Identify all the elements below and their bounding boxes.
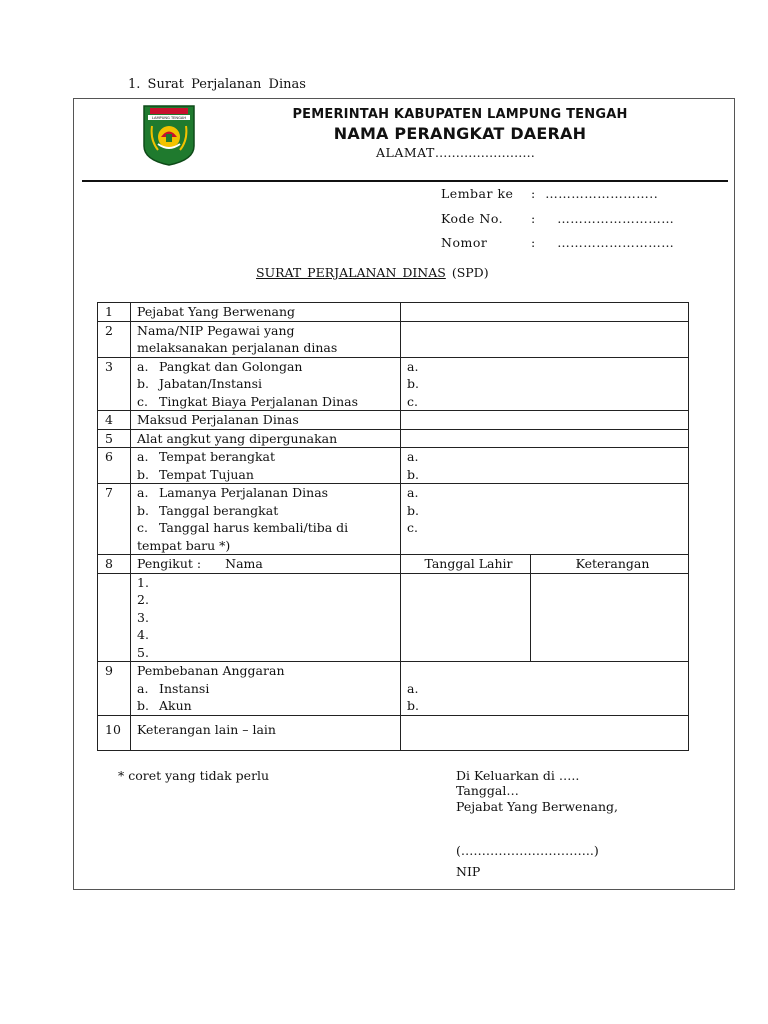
form-title-main: SURAT PERJALANAN DINAS: [256, 265, 446, 280]
item-text: Tempat Tujuan: [159, 466, 254, 482]
row-value-cell: [401, 357, 689, 411]
row-label-line: Pembebanan Anggaran: [137, 663, 285, 678]
regency-emblem-icon: [142, 104, 196, 166]
item-letter: a.: [137, 680, 149, 696]
companion-label: Pengikut :: [137, 556, 202, 571]
meta-row-number: [441, 235, 674, 250]
row-number: 10: [98, 716, 131, 751]
list-item: 4.: [137, 627, 149, 642]
list-item: 2.: [137, 592, 149, 607]
list-item: 5.: [137, 644, 149, 660]
row-label: [131, 357, 401, 411]
row-label: Maksud Perjalanan Dinas: [131, 411, 401, 430]
value-letter: c.: [407, 393, 418, 409]
companion-list: [131, 573, 401, 662]
row-label: [131, 555, 401, 574]
row-label: Keterangan lain – lain: [131, 716, 401, 751]
item-letter: b.: [137, 376, 149, 391]
row-number: 2: [98, 321, 131, 357]
row-value-cell: [401, 662, 689, 716]
letterhead-address: [376, 145, 535, 160]
item-text: Instansi: [159, 680, 210, 696]
list-item: [137, 375, 400, 393]
value-letter: a.: [407, 449, 419, 464]
table-row: [98, 411, 689, 430]
row-number: 7: [98, 484, 131, 555]
item-text: Tanggal harus kembali/tiba di: [159, 520, 349, 535]
row-label-line: Nama/NIP Pegawai yang: [137, 322, 295, 338]
row-value-cell: [401, 411, 689, 430]
table-row: [98, 303, 689, 322]
row-number: 1: [98, 303, 131, 322]
form-title: [256, 265, 489, 280]
signature-nip: NIP: [456, 864, 481, 879]
item-letter: b.: [137, 466, 149, 482]
companion-name-header: Nama: [225, 556, 263, 571]
list-item: [137, 680, 400, 698]
item-text: Jabatan/Instansi: [159, 376, 262, 391]
row-number: 8: [98, 555, 131, 574]
item-letter: a.: [137, 485, 149, 500]
meta-label: Lembar ke: [441, 186, 514, 201]
table-row: [98, 321, 689, 357]
row-number: 4: [98, 411, 131, 430]
dob-cell: [401, 573, 531, 662]
item-text: Tempat berangkat: [159, 449, 275, 464]
item-letter: a.: [137, 358, 149, 374]
item-letter: c.: [137, 393, 148, 409]
meta-value: ………………………: [557, 235, 675, 250]
row-label: [131, 321, 401, 357]
list-item: 1.: [137, 574, 149, 590]
letterhead-divider: [82, 180, 728, 182]
row-label: [131, 484, 401, 555]
meta-value: ……………………..: [545, 186, 659, 201]
dob-header: Tanggal Lahir: [401, 555, 531, 574]
item-text: Akun: [159, 698, 192, 713]
value-letter: a.: [407, 358, 419, 374]
table-row: [98, 357, 689, 411]
row-value-cell: [401, 448, 689, 484]
item-letter: c.: [137, 520, 148, 535]
row-label-line: melaksanakan perjalanan dinas: [137, 340, 338, 355]
letterhead-agency: NAMA PERANGKAT DAERAH: [333, 124, 587, 143]
list-item: [137, 502, 400, 520]
list-item-continuation: tempat baru *): [137, 537, 231, 553]
value-letter: b.: [407, 502, 419, 518]
value-letter: b.: [407, 698, 419, 713]
meta-separator: :: [531, 211, 536, 226]
row-value-cell: [401, 321, 689, 357]
row-label: Pejabat Yang Berwenang: [131, 303, 401, 322]
row-number-empty: [98, 573, 131, 662]
item-letter: a.: [137, 449, 149, 464]
meta-row-code: [441, 211, 674, 226]
notes-cell: [531, 573, 689, 662]
row-number: 6: [98, 448, 131, 484]
row-label: [131, 662, 401, 716]
value-letter: a.: [407, 680, 419, 696]
table-row: [98, 662, 689, 716]
item-text: Lamanya Perjalanan Dinas: [159, 485, 329, 500]
value-letter: b.: [407, 376, 419, 391]
meta-label: Kode No.: [441, 211, 504, 226]
list-item: 3.: [137, 609, 149, 625]
item-text: Tingkat Biaya Perjalanan Dinas: [159, 393, 358, 409]
row-value-cell: [401, 716, 689, 751]
meta-row-sheet: [441, 186, 658, 201]
page-heading: 1. Surat Perjalanan Dinas: [128, 77, 306, 92]
item-letter: b.: [137, 502, 149, 518]
item-text: Pangkat dan Golongan: [159, 358, 303, 374]
list-item: [137, 466, 400, 484]
list-item: [137, 358, 400, 376]
list-item: [137, 393, 400, 411]
table-row: [98, 448, 689, 484]
address-dots: ……………………: [434, 145, 535, 160]
row-value-cell: [401, 303, 689, 322]
row-value-cell: [401, 429, 689, 448]
table-row: [98, 484, 689, 555]
table-row: [98, 716, 689, 751]
meta-separator: :: [531, 235, 536, 250]
item-letter: b.: [137, 698, 149, 713]
issued-at: Di Keluarkan di …..: [456, 768, 580, 783]
meta-value: ………………………: [557, 211, 675, 226]
signing-official: Pejabat Yang Berwenang,: [456, 799, 618, 814]
value-letter: a.: [407, 485, 419, 500]
row-number: 5: [98, 429, 131, 448]
list-item: [137, 519, 400, 537]
notes-header: Keterangan: [531, 555, 689, 574]
list-item: [137, 484, 400, 502]
meta-label: Nomor: [441, 235, 488, 250]
list-item: [137, 448, 400, 466]
letterhead-government: PEMERINTAH KABUPATEN LAMPUNG TENGAH: [292, 107, 628, 122]
signature-name-placeholder: (…………………………..): [456, 843, 599, 858]
table-row: [98, 573, 689, 662]
value-letter: c.: [407, 520, 418, 535]
spd-form-table: [97, 302, 689, 751]
row-label: Alat angkut yang dipergunakan: [131, 429, 401, 448]
footnote: * coret yang tidak perlu: [118, 768, 270, 783]
issued-date: Tanggal…: [456, 783, 519, 798]
item-text: Tanggal berangkat: [159, 502, 279, 518]
value-letter: b.: [407, 466, 419, 482]
table-row: [98, 555, 689, 574]
row-number: 9: [98, 662, 131, 716]
address-label: ALAMAT: [376, 145, 435, 160]
logo-banner-text: LAMPUNG TENGAH: [151, 116, 187, 120]
table-row: [98, 429, 689, 448]
form-title-suffix: (SPD): [451, 265, 489, 280]
row-label: [131, 448, 401, 484]
row-number: 3: [98, 357, 131, 411]
list-item: [137, 697, 400, 715]
meta-separator: :: [531, 186, 536, 201]
row-value-cell: [401, 484, 689, 555]
